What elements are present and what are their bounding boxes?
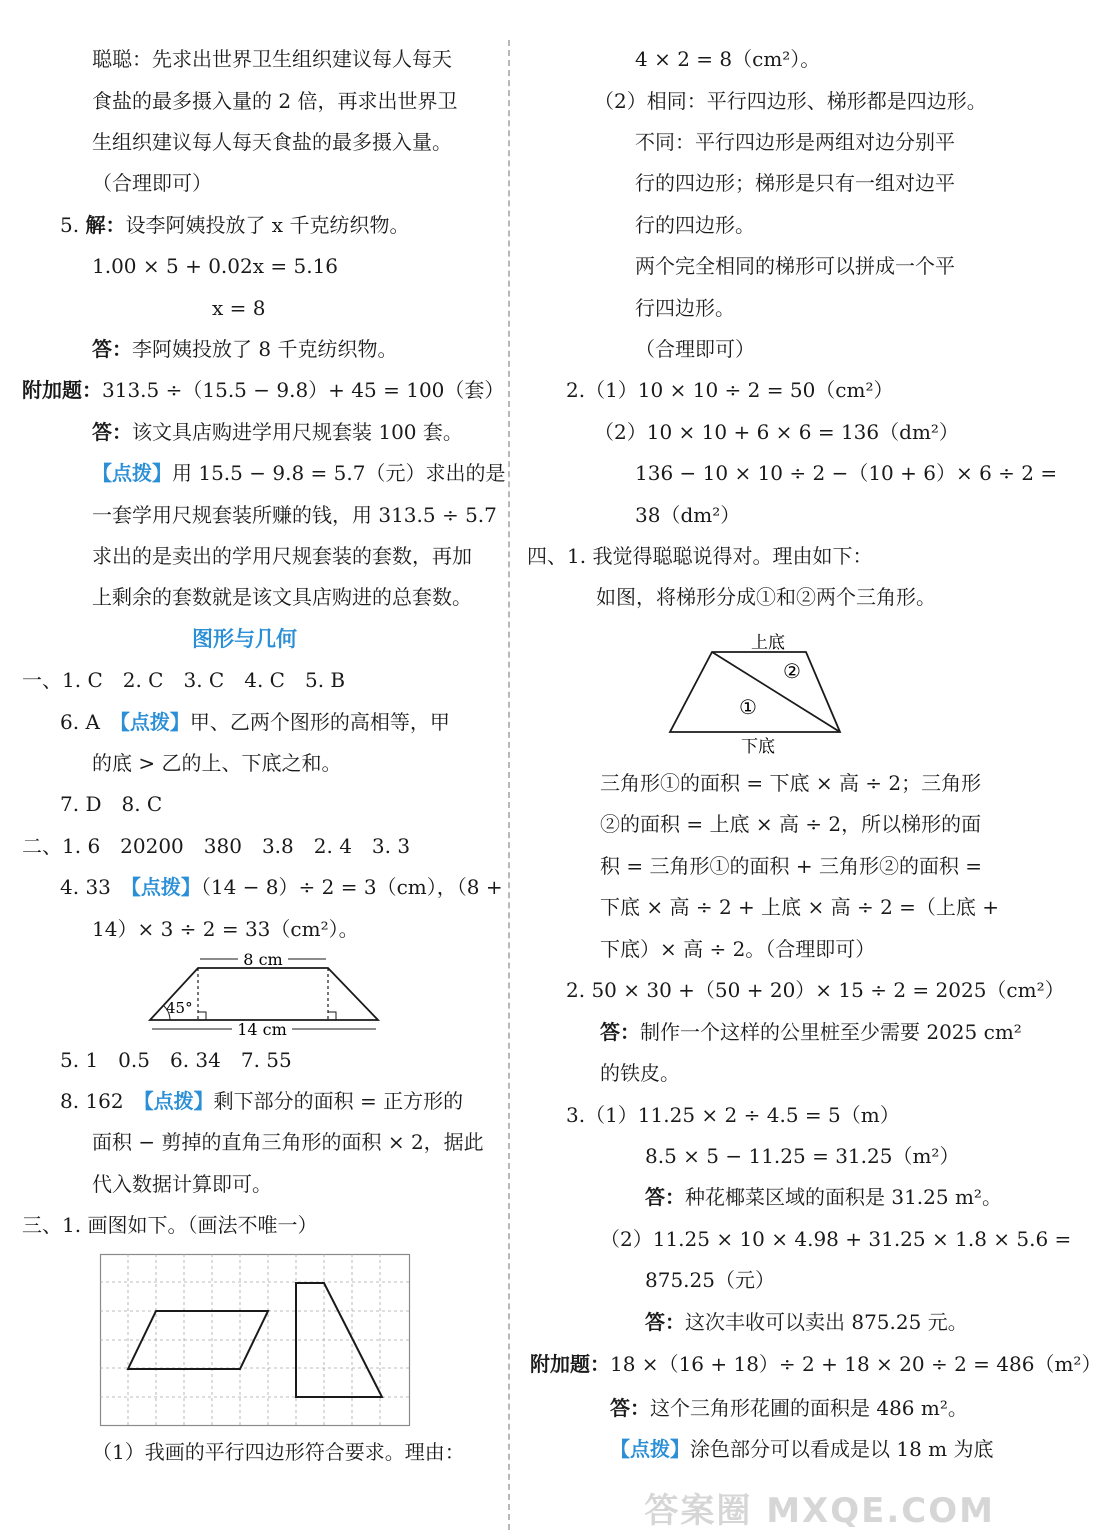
text: 甲、乙两个图形的高相等，甲: [189, 710, 450, 734]
column-divider: [508, 40, 510, 1530]
top-base-label: 上底: [751, 633, 785, 653]
right-angle-mark: [328, 1012, 336, 1020]
bottom-base-label: 下底: [741, 737, 775, 757]
text-line: 4 × 2 = 8（cm²）。: [635, 47, 821, 71]
text-line: 面积 − 剪掉的直角三角形的面积 × 2，据此: [92, 1130, 484, 1154]
text: 用 15.5 − 9.8 = 5.7（元）求出的是: [172, 461, 506, 485]
text-line: 求出的是卖出的学用尺规套装的套数，再加: [92, 544, 472, 568]
hint-tag: 【点拨】: [143, 1089, 214, 1113]
equation: 1.00 × 5 + 0.02x = 5.16: [92, 254, 339, 278]
text-line: 14）× 3 ÷ 2 = 33（cm²）。: [92, 917, 359, 941]
answer-label: 答：: [645, 1185, 685, 1209]
text-line: （2）10 × 10 + 6 × 6 = 136（dm²）: [594, 420, 959, 444]
text: 制作一个这样的公里桩至少需要 2025 cm²: [640, 1020, 1022, 1044]
answer: [610, 1396, 968, 1420]
trapezoid-outline: [670, 652, 840, 732]
question-4: [60, 875, 503, 899]
hint: [610, 1437, 994, 1461]
text-line: 两个完全相同的梯形可以拼成一个平: [635, 254, 955, 278]
trapezoid-figure: [140, 948, 390, 1040]
text-line: 3.（1）11.25 × 2 ÷ 4.5 = 5（m）: [566, 1103, 900, 1127]
triangle-2-label: ②: [783, 659, 801, 683]
text-line: （1）我画的平行四边形符合要求。理由：: [92, 1440, 465, 1464]
text: 这个三角形花圃的面积是 486 m²。: [650, 1396, 968, 1420]
text-line: 不同：平行四边形是两组对边分别平: [635, 130, 955, 154]
text-line: 代入数据计算即可。: [92, 1172, 272, 1196]
text: 8. 162: [60, 1089, 144, 1113]
hint-tag: 【点拨】: [130, 875, 201, 899]
text-line: （2）相同：平行四边形、梯形都是四边形。: [594, 89, 987, 113]
question-8: [60, 1089, 463, 1113]
text-line: （合理即可）: [92, 171, 212, 195]
text: 李阿姨投放了 8 千克纺织物。: [132, 337, 398, 361]
text-line: 136 − 10 × 10 ÷ 2 −（10 + 6）× 6 ÷ 2 =: [635, 461, 1058, 485]
text-line: 生组织建议每人每天食盐的最多摄入量。: [92, 130, 452, 154]
bonus-label: 附加题：: [22, 378, 102, 402]
text: 设李阿姨投放了 x 千克纺织物。: [125, 213, 410, 237]
answer: [92, 420, 463, 444]
answer: [645, 1185, 1002, 1209]
text-line: 7. D 8. C: [60, 792, 163, 816]
answer-label: 答：: [610, 1396, 650, 1420]
text-line: 三角形①的面积 = 下底 × 高 ÷ 2；三角形: [600, 771, 982, 795]
equation: x = 8: [212, 296, 266, 320]
text-line: 下底）× 高 ÷ 2。（合理即可）: [600, 937, 876, 961]
text-line: 行的四边形。: [635, 213, 755, 237]
text-line: 2.（1）10 × 10 ÷ 2 = 50（cm²）: [566, 378, 894, 402]
text-line: （合理即可）: [635, 337, 755, 361]
text-line: 5. 1 0.5 6. 34 7. 55: [60, 1048, 292, 1072]
text-line: 二、1. 6 20200 380 3.8 2. 4 3. 3: [22, 834, 411, 858]
hint-tag: 【点拨】: [610, 1437, 690, 1461]
text-line: 如图，将梯形分成①和②两个三角形。: [596, 585, 936, 609]
diagonal-line: [712, 652, 840, 732]
question-6: [60, 710, 450, 734]
section-title: 图形与几何: [192, 626, 297, 651]
triangle-1-label: ①: [739, 695, 757, 719]
text: 剩下部分的面积 = 正方形的: [213, 1089, 464, 1113]
text-line: 积 = 三角形①的面积 + 三角形②的面积 =: [600, 854, 983, 878]
text: 该文具店购进学用尺规套装 100 套。: [132, 420, 463, 444]
text: 18 ×（16 + 18）÷ 2 + 18 × 20 ÷ 2 = 486（m²）: [610, 1352, 1101, 1376]
text-line: 875.25（元）: [645, 1268, 775, 1292]
text-line: 食盐的最多摄入量的 2 倍，再求出世界卫: [92, 89, 458, 113]
text: 313.5 ÷（15.5 − 9.8）+ 45 = 100（套）: [102, 378, 505, 402]
text-line: 聪聪：先求出世界卫生组织建议每人每天: [92, 47, 452, 71]
bottom-length-label: 14 cm: [237, 1020, 287, 1039]
text: （14 − 8）÷ 2 = 3（cm），（8 +: [200, 875, 503, 899]
angle-label: 45°: [166, 999, 193, 1017]
text-line: 的底 > 乙的上、下底之和。: [92, 751, 342, 775]
text-line: 38（dm²）: [635, 503, 741, 527]
watermark-logo: 答案圈 MXQE.COM: [644, 1491, 995, 1531]
right-angle-mark: [198, 1012, 206, 1020]
solution-label: 解：: [85, 213, 126, 237]
text-line: 行四边形。: [635, 296, 735, 320]
grid-drawing: [100, 1254, 410, 1426]
text: 涂色部分可以看成是以 18 m 为底: [690, 1437, 994, 1461]
bonus-question: [530, 1352, 1101, 1376]
split-trapezoid-figure: [660, 624, 860, 760]
answer: [645, 1310, 968, 1334]
text-line: 下底 × 高 ÷ 2 + 上底 × 高 ÷ 2 =（上底 +: [600, 895, 1000, 919]
text-line: 8.5 × 5 − 11.25 = 31.25（m²）: [645, 1144, 960, 1168]
text-line: （2）11.25 × 10 × 4.98 + 31.25 × 1.8 × 5.6 =: [600, 1227, 1072, 1251]
question-5: [60, 213, 409, 237]
text-line: 2. 50 × 30 +（50 + 20）× 15 ÷ 2 = 2025（cm²）: [566, 978, 1065, 1002]
answer-label: 答：: [92, 337, 132, 361]
text: 4. 33: [60, 875, 131, 899]
hint-tag: 【点拨】: [119, 710, 190, 734]
text-line: 三、1. 画图如下。（画法不唯一）: [22, 1213, 318, 1237]
text-line: ②的面积 = 上底 × 高 ÷ 2，所以梯形的面: [600, 812, 982, 836]
text: 6. A: [60, 710, 120, 734]
bonus-label: 附加题：: [530, 1352, 610, 1376]
answer-label: 答：: [645, 1310, 685, 1334]
answer-label: 答：: [600, 1020, 640, 1044]
item-number: 5.: [60, 213, 80, 237]
text-line: 行的四边形；梯形是只有一组对边平: [635, 171, 955, 195]
text-line: 一、1. C 2. C 3. C 4. C 5. B: [22, 668, 346, 692]
answer: [92, 337, 397, 361]
answer-label: 答：: [92, 420, 132, 444]
hint: [92, 461, 505, 485]
top-length-label: 8 cm: [243, 950, 283, 969]
bonus-question: [22, 378, 504, 402]
answer: [600, 1020, 1022, 1044]
text-line: 上剩余的套数就是该文具店购进的总套数。: [92, 585, 472, 609]
text-line: 的铁皮。: [600, 1061, 680, 1085]
text-line: 一套学用尺规套装所赚的钱，用 313.5 ÷ 5.7: [92, 503, 497, 527]
hint-tag: 【点拨】: [92, 461, 172, 485]
text: 这次丰收可以卖出 875.25 元。: [685, 1310, 968, 1334]
text: 种花椰菜区域的面积是 31.25 m²。: [685, 1185, 1002, 1209]
text-line: 四、1. 我觉得聪聪说得对。理由如下：: [527, 544, 873, 568]
